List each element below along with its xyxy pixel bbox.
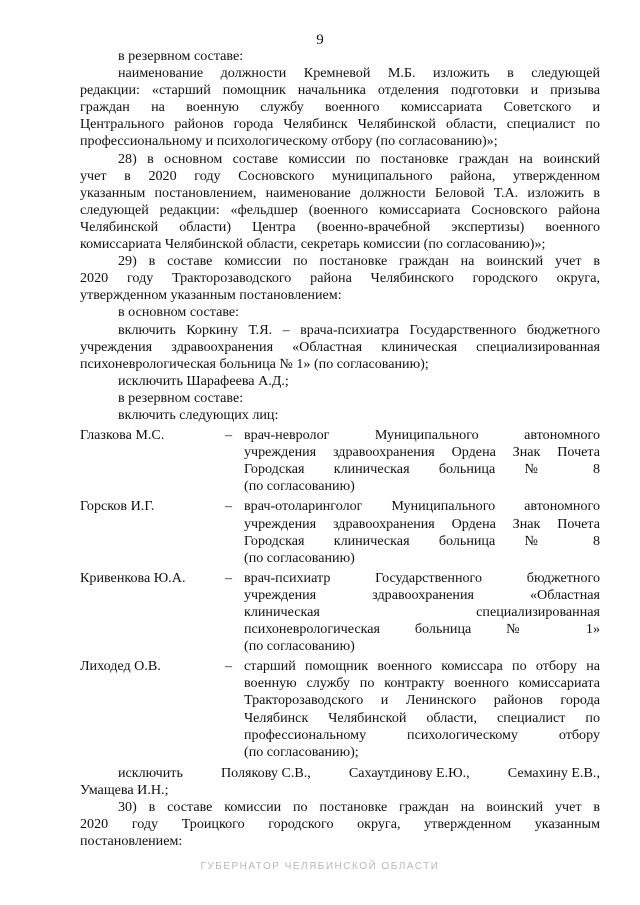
person-position — [244, 570, 600, 655]
text-line: редакции: «старший помощник начальника отделения подготовки и призыва — [80, 82, 600, 99]
text-line: включить Коркину Т.Я. – врача-психиатра Государственного бюджетного — [118, 321, 600, 338]
dash: – — [225, 498, 233, 515]
text-line: в основном составе: — [118, 304, 240, 321]
text-line: граждан на военную службу военного комиссариата Советского и — [80, 99, 600, 116]
text-line: 29) в составе комиссии по постановке граждан на воинский учет в — [118, 253, 600, 270]
text-line: в резервном составе: — [118, 389, 244, 406]
person-position — [244, 658, 600, 761]
text-line: утвержденном указанным постановлением: — [80, 287, 342, 304]
text-line: профессиональному и психологическому отбору (по согласованию)»; — [80, 133, 498, 150]
text-line: врач-отоларинголог Муниципального автономного — [244, 498, 600, 515]
text-line: учреждения здравоохранения Ордена Знак Почета — [244, 515, 600, 532]
text-line: (по согласованию); — [244, 743, 359, 760]
text-line: (по согласованию) — [244, 478, 355, 495]
text-line: следующей редакции: «фельдшер (военного комиссариата Сосновского района — [80, 201, 600, 218]
text-line: учреждения здравоохранения «Областная — [244, 586, 600, 603]
text-line: Центрального районов города Челябинск Челябинской области, специалист по — [80, 116, 600, 133]
person-name: Лиходед О.В. — [80, 658, 161, 675]
dash: – — [225, 569, 233, 586]
text-line: профессиональному психологическому отбору — [244, 726, 600, 743]
person-entry — [80, 498, 600, 566]
excluded-person: Семахину Е.В., — [507, 764, 600, 781]
text-line: Городская клиническая больница № 8 — [244, 461, 600, 478]
footer-watermark: ГУБЕРНАТОР ЧЕЛЯБИНСКОЙ ОБЛАСТИ — [200, 861, 440, 872]
person-name: Кривенкова Ю.А. — [80, 569, 186, 586]
text-line: 2020 году Троицкого городского округа, утвержденном указанным — [80, 816, 600, 833]
person-entry — [80, 570, 600, 655]
text-line: постановлением: — [80, 833, 183, 850]
person-entry — [80, 427, 600, 495]
text-line: врач-невролог Муниципального автономного — [244, 427, 600, 444]
exclude-line — [80, 765, 600, 782]
text-line: учреждения здравоохранения «Областная клиническая специализированная — [80, 338, 600, 355]
excluded-person: Сахаутдинову Е.Ю., — [348, 764, 470, 781]
text-line: психоневрологическая больница № 1» (по согласованию); — [80, 355, 429, 372]
person-entry — [80, 658, 600, 761]
text-line: (по согласованию) — [244, 549, 355, 566]
text-line: наименование должности Кремневой М.Б. изложить в следующей — [118, 65, 600, 82]
document-body — [80, 48, 600, 850]
text-line: военную службу по контракту военного комиссариата — [244, 675, 600, 692]
text-line: комиссариата Челябинской области, секретарь комиссии (по согласованию)»; — [80, 236, 546, 253]
excluded-person: Полякову С.В., — [220, 764, 311, 781]
text-line: психоневрологическая больница № 1» — [244, 621, 600, 638]
text-line: Челябинск Челябинской области, специалист по — [244, 709, 600, 726]
page-number: 9 — [316, 32, 324, 48]
text-line: указанным постановлением, наименование должности Беловой Т.А. изложить в — [80, 184, 600, 201]
person-position — [244, 498, 600, 566]
text-line: 2020 году Тракторозаводского района Челябинского городского округа, — [80, 270, 600, 287]
exclude-word: исключить — [118, 764, 183, 781]
text-line: Городская клиническая больница № 8 — [244, 532, 600, 549]
text-line: врач-психиатр Государственного бюджетного — [244, 569, 600, 586]
text-line: в резервном составе: — [118, 48, 244, 64]
text-line: (по согласованию) — [244, 638, 355, 655]
text-line: учреждения здравоохранения Ордена Знак Почета — [244, 444, 600, 461]
person-name: Горсков И.Г. — [80, 498, 155, 515]
text-line: учет в 2020 году Сосновского муниципального района, утвержденном — [80, 167, 600, 184]
text-line: 28) в основном составе комиссии по постановке граждан на воинский — [118, 150, 600, 167]
text-line: Челябинской области) Центра (военно-врачебной экспертизы) военного — [80, 218, 600, 235]
text-line: клиническая специализированная — [244, 604, 600, 620]
text-line: 30) в составе комиссии по постановке граждан на воинский учет в — [118, 799, 600, 816]
person-name: Глазкова М.С. — [80, 427, 165, 444]
text-line: Тракторозаводского и Ленинского районов города — [244, 692, 600, 709]
dash: – — [225, 427, 233, 444]
person-position — [244, 427, 600, 495]
text-line: включить следующих лиц: — [118, 406, 279, 423]
dash: – — [225, 658, 233, 675]
text-line: старший помощник военного комиссара по отбору на — [244, 658, 600, 675]
text-line: исключить Шарафеева А.Д.; — [118, 372, 289, 389]
text-line: Умащева И.Н.; — [80, 781, 169, 798]
